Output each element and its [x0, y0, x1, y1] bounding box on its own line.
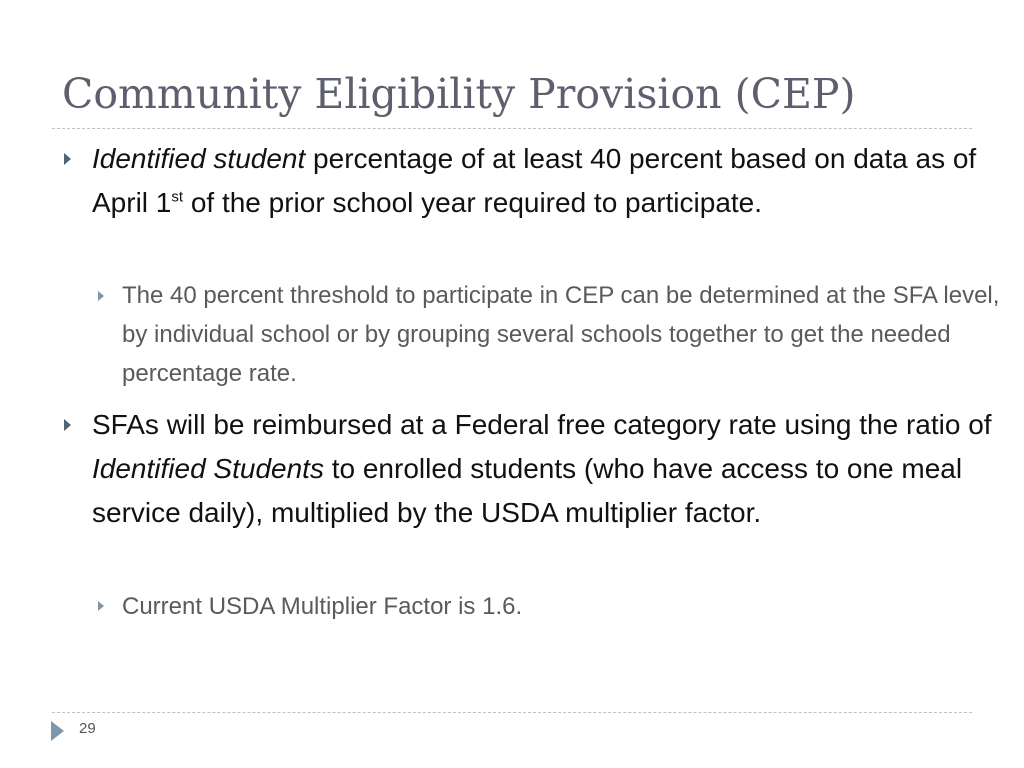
bullet-triangle-icon	[64, 419, 71, 431]
title-divider	[52, 128, 972, 129]
page-marker-triangle-icon	[51, 721, 64, 741]
bullet-text-part: of the prior school year required to participate.	[183, 187, 763, 218]
bullet-identified-student	[92, 137, 1022, 225]
slide-title: Community Eligibility Provision (CEP)	[62, 70, 856, 118]
sub-bullet-triangle-icon	[98, 601, 104, 611]
bullet-reimbursement	[92, 403, 1022, 535]
superscript: st	[171, 188, 184, 206]
bullet-text-part: SFAs will be reimbursed at a Federal free category rate using the ratio of	[92, 409, 992, 440]
italic-lead: Identified student	[92, 143, 306, 174]
bullet-text-part: percentage of at least 40 percent based on data as of April 1	[92, 143, 977, 218]
sub-bullet-threshold: The 40 percent threshold to participate in CEP can be determined at the SFA level, by individual school or by grouping several schools together to get the needed percentage rate.	[122, 282, 1000, 387]
sub-bullet-multiplier: Current USDA Multiplier Factor is 1.6.	[122, 593, 523, 620]
bullet-triangle-icon	[64, 153, 71, 165]
footer-divider	[52, 712, 972, 713]
bullet-text-part: to enrolled students (who have access to one meal service daily), multiplied by the USDA multiplier factor.	[92, 453, 963, 528]
page-number: 29	[79, 720, 96, 737]
sub-bullet-triangle-icon	[98, 291, 104, 301]
italic-phrase: Identified Students	[92, 453, 324, 484]
